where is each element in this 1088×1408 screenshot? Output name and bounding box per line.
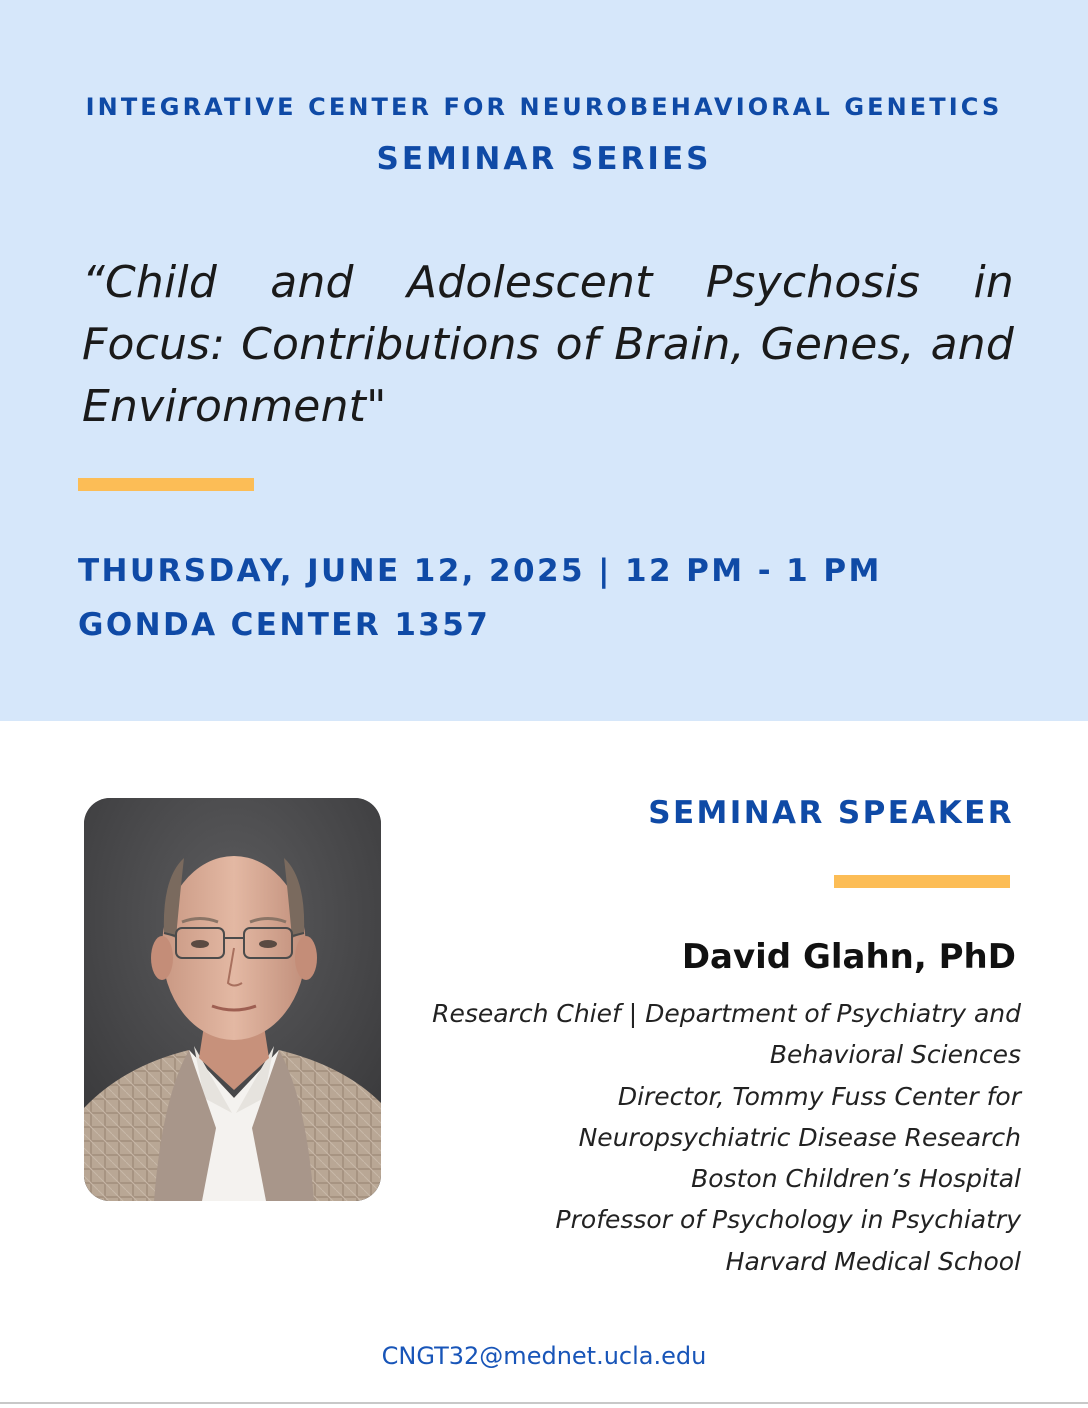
series-name: SEMINAR SERIES	[376, 141, 712, 177]
bottom-divider	[0, 1402, 1088, 1404]
event-date-time: THURSDAY, JUNE 12, 2025 | 12 PM - 1 PM	[78, 553, 882, 589]
affiliation-line: Director, Tommy Fuss Center for	[617, 1081, 1021, 1111]
speaker-heading: SEMINAR SPEAKER	[648, 795, 1014, 831]
speaker-photo	[84, 798, 381, 1201]
affiliation-line: Boston Children’s Hospital	[691, 1164, 1021, 1194]
affiliation-line: Behavioral Sciences	[769, 1040, 1021, 1070]
center-name: INTEGRATIVE CENTER FOR NEUROBEHAVIORAL GENETICS	[85, 93, 1003, 121]
affiliation-line: Neuropsychiatric Disease Research	[578, 1122, 1021, 1152]
affiliation-line: Research Chief | Department of Psychiatry and	[432, 999, 1021, 1028]
speaker-portrait-illustration	[84, 798, 381, 1201]
contact-email-link[interactable]: CNGT32@mednet.ucla.edu	[381, 1342, 707, 1370]
talk-title: “Child and Adolescent Psychosis in Focus: Contributions of Brain, Genes, and Environment"	[82, 257, 1014, 432]
speaker-affiliations	[381, 993, 1021, 1282]
affiliation-line: Harvard Medical School	[725, 1246, 1021, 1276]
speaker-name: David Glahn, PhD	[681, 937, 1016, 977]
affiliation-line: Professor of Psychology in Psychiatry	[555, 1205, 1021, 1235]
speaker-divider	[834, 875, 1010, 888]
title-divider	[78, 478, 254, 491]
event-location: GONDA CENTER 1357	[78, 607, 491, 643]
